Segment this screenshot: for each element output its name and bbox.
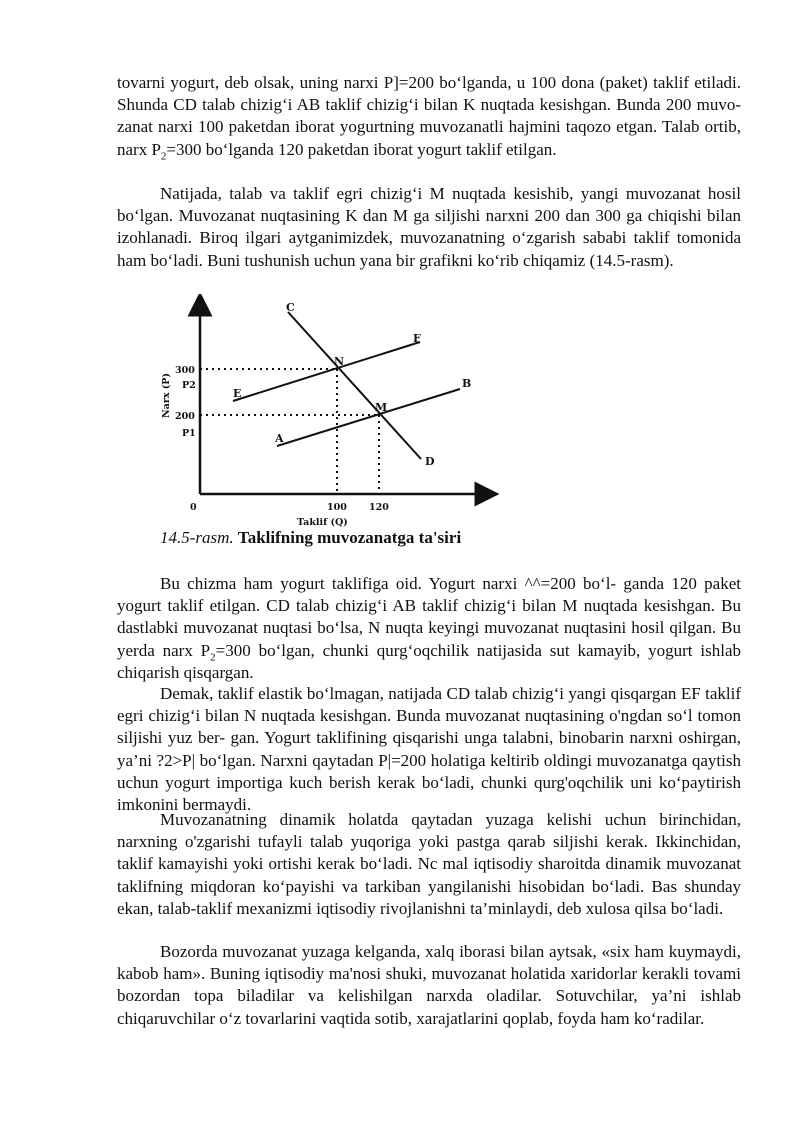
caption-number: 14.5-rasm. bbox=[160, 528, 234, 547]
label-b: B bbox=[462, 377, 472, 390]
point-m-label: M bbox=[375, 401, 388, 414]
caption-title: Taklifning muvozanatga ta'siri bbox=[237, 528, 462, 547]
paragraph-1-text-end: =300 bo‘lganda 120 paketdan iborat yogurt taklif etilgan. bbox=[166, 139, 557, 159]
x-axis-label: Taklif (Q) bbox=[297, 517, 348, 528]
label-d: D bbox=[425, 455, 435, 468]
y-tick-300: 300 bbox=[175, 365, 195, 376]
figure-caption bbox=[160, 527, 461, 549]
y-axis-label: Narx (P) bbox=[161, 373, 172, 418]
label-c: C bbox=[286, 301, 295, 314]
paragraph-2: Natijada, talab va taklif egri chizig‘i M nuqtada kesishib, yangi muvozanat hosil bo‘lgan. Muvozanat nuqtasining K dan M ga siljishi narxni 200 dan 300 ga chiqishi bilan izohlanadi. Biroq ilgari aytganimizdek, muvozanatning o‘zgarish sababi taklif tomonida ham bo‘ladi. Buni tushunish uchun yana bir grafikni ko‘rib chiqamiz (14.5-rasm). bbox=[117, 184, 741, 270]
label-e: E bbox=[233, 387, 242, 400]
subscript: 2 bbox=[160, 150, 167, 162]
paragraph-3-text-end: =300 bo‘lgan, chunki qurg‘oqchilik natijasida sut kamayib, yogurt ishlab chiqarish qisqargan. bbox=[117, 640, 741, 682]
paragraph-5: Muvozanatning dinamik holatda qaytadan yuzaga kelishi uchun birinchidan, narxning o'zgarishi tufayli talab yuqoriga yoki pastga qarab siljishi kerak. Ikkinchidan, taklif kamayishi yoki ortishi kerak bo‘ladi. Nc mal iqtisodiy sharoitda dinamik muvozanat taklifning miqdoran ko‘payishi va tarkiban yangilanishi hisobidan bo‘ladi. Bas shunday ekan, talab-taklif mexanizmi iqtisodiy rivojlanishni ta’minlaydi, deb xulosa qilsa bo‘ladi. bbox=[117, 810, 741, 918]
paragraph-3 bbox=[117, 573, 741, 684]
paragraph-6: Bozorda muvozanat yuzaga kelganda, xalq iborasi bilan aytsak, «six ham kuymaydi, kabob ham». Buning iqtisodiy ma'nosi shuki, muvozanat holatida xaridorlar kerakli tovami bozordan topa biladilar va kelishilgan narxda oladilar. Sotuvchilar, ya’ni ishlab chiqaruvchilar o‘z tovarlarini vaqtida sotib, xarajatlarini qoplab, foyda ham ko‘radilar. bbox=[117, 942, 741, 1028]
paragraph-1 bbox=[117, 72, 741, 161]
y-tick-p2: P2 bbox=[182, 380, 196, 391]
supply-demand-diagram bbox=[155, 294, 500, 528]
y-tick-p1: P1 bbox=[182, 428, 196, 439]
x-tick-120: 120 bbox=[369, 502, 389, 513]
paragraph-4: Demak, taklif elastik bo‘lmagan, natijada CD talab chizig‘i yangi qisqargan EF taklif egri chizig‘i bilan N nuqtada kesishgan. Bunda muvozanat nuqtasining o'ngdan so‘l tomon siljishi yuz ber- gan. Yogurt taklifining qisqarishi unga talabni, binobarin narxni oshirgan, ya’ni ?2>P| bo‘lgan. Narxni qaytadan P|=200 holatiga keltirib oldingi muvozanatga qaytish uchun yogurt importiga kuch berish kerak bo‘ladi, chunki qurg'oqchilik uni ko‘paytirish imkonini bermaydi. bbox=[117, 684, 741, 815]
paragraph-1-text: tovarni yogurt, deb olsak, uning narxi P]=200 bo‘lganda, u 100 dona (paket) taklif etiladi. Shunda CD talab chizig‘i AB taklif chizig‘i bilan K nuqtada kesishgan. Bunda 200 muvo- zanat narxi 100 paketdan iborat yogurtning muvozanatli hajmini taqozo etgan. Talab ortib, narx P bbox=[117, 73, 741, 159]
label-a: A bbox=[275, 432, 284, 445]
supply-line-ab bbox=[277, 389, 460, 446]
x-tick-100: 100 bbox=[327, 502, 347, 513]
paragraph-3-text: Bu chizma ham yogurt taklifiga oid. Yogurt narxi ^^=200 bo‘l- ganda 120 paket yogurt taklif etilgan. CD talab chizig‘i AB taklif chizig‘i bilan M nuqtada kesishgan. Bu dastlabki muvozanat nuqtasi bo‘lsa, N nuqta keyingi muvozanat nuqtasini hosil qilgan. Bu yerda narx P bbox=[117, 574, 741, 660]
y-tick-200: 200 bbox=[175, 411, 195, 422]
subscript: 2 bbox=[210, 651, 216, 663]
point-n-label: N bbox=[334, 355, 345, 368]
supply-line-ef bbox=[233, 342, 420, 401]
origin-label: 0 bbox=[190, 502, 197, 513]
supply-demand-figure bbox=[155, 294, 500, 528]
label-f: F bbox=[413, 332, 421, 345]
